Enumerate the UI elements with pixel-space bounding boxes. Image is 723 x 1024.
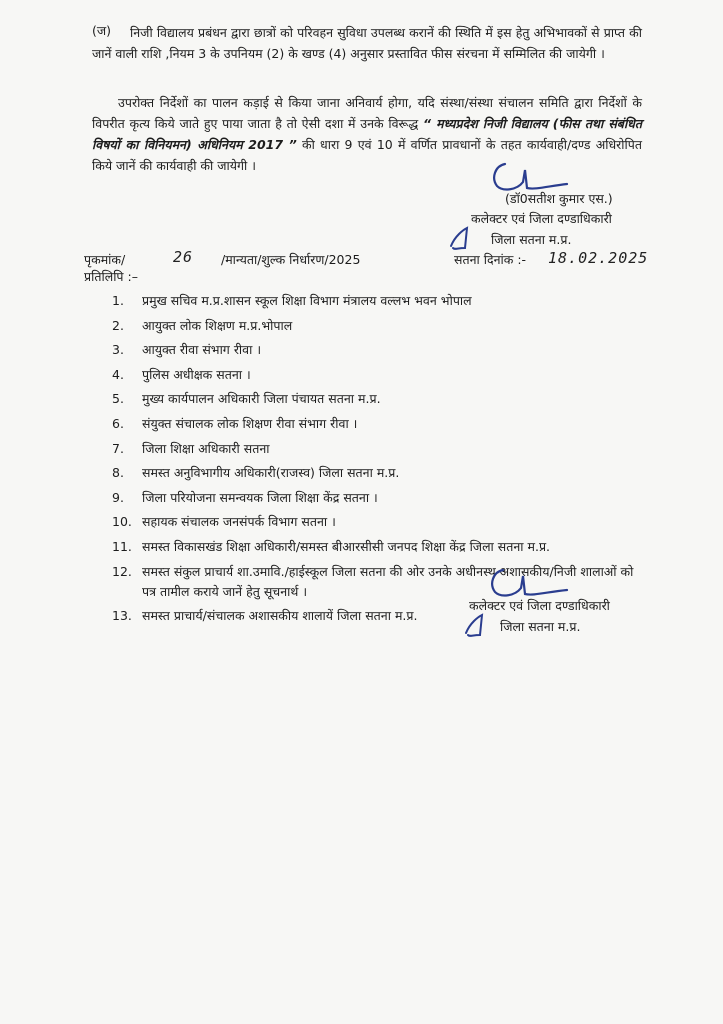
list-item <box>112 488 642 508</box>
paragraph-transport-fees <box>92 22 642 64</box>
officer-designation: कलेक्टर एवं जिला दण्डाधिकारी <box>471 211 612 226</box>
item-number: 7. <box>112 440 124 456</box>
item-number: 5. <box>112 391 124 407</box>
item-number: 12. <box>112 563 132 579</box>
initial-mark-1 <box>447 226 483 252</box>
item-text: जिला परियोजना समन्वयक जिला शिक्षा केंद्र सतना । <box>142 489 378 505</box>
date-label: सतना दिनांक :- <box>454 252 527 267</box>
item-number: 2. <box>112 317 124 333</box>
item-text: पुलिस अधीक्षक सतना । <box>142 366 251 382</box>
list-item <box>112 414 642 434</box>
officer-designation: कलेक्टर एवं जिला दण्डाधिकारी <box>469 598 610 613</box>
date-value: 18.02.2025 <box>548 249 649 267</box>
item-number: 4. <box>112 366 124 382</box>
act-title: “ मध्यप्रदेश निजी विद्यालय (फीस तथा संबंधित विषयों का विनियमन) अधिनियम 2017 ” <box>92 116 642 152</box>
list-item <box>112 463 642 483</box>
item-number: 10. <box>112 514 132 530</box>
list-item <box>112 512 642 532</box>
initial-mark-2 <box>462 613 496 639</box>
list-item <box>112 537 642 557</box>
item-text: समस्त प्राचार्य/संचालक अशासकीय शालायें जिला सतना म.प्र. <box>142 608 418 624</box>
item-number: 3. <box>112 342 124 358</box>
item-text: जिला शिक्षा अधिकारी सतना <box>142 440 270 456</box>
list-item <box>112 340 642 360</box>
item-text: समस्त संकुल प्राचार्य शा.उमावि./हाईस्कूल जिला सतना की ओर उनके अधीनस्थ अशासकीय/निजी शालाओं को पत्र तामील कराये जानें हेतु सूचनार्थ । <box>142 563 634 599</box>
item-number: 9. <box>112 489 124 505</box>
item-text: समस्त विकासखंड शिक्षा अधिकारी/समस्त बीआरसीसी जनपद शिक्षा केंद्र जिला सतना म.प्र. <box>142 538 551 554</box>
item-number: 1. <box>112 293 124 308</box>
item-text: समस्त अनुविभागीय अधिकारी(राजस्व) जिला सतना म.प्र. <box>142 465 400 481</box>
list-item <box>112 291 642 311</box>
item-number: 13. <box>112 608 132 624</box>
list-item <box>112 389 642 409</box>
item-text: आयुक्त लोक शिक्षण म.प्र.भोपाल <box>142 317 293 333</box>
paragraph-text: की धारा 9 एवं 10 में वर्णित प्रावधानों के तहत कार्यवाही/दण्ड अधिरोपित किये जानें की कार्यवाही की जायेगी । <box>92 137 642 173</box>
paragraph-text: उपरोक्त निर्देशों का पालन कड़ाई से किया जाना अनिवार्य होगा, यदि संस्था/संस्था संचालन समिति द्वारा निर्देशों के विपरीत कृत्य किये जाते हुए पाया जाता है तो ऐसी दशा में उनके विरूद्ध <box>92 95 642 131</box>
list-item <box>112 316 642 336</box>
reference-number: 26 <box>173 248 194 266</box>
item-text: प्रमुख सचिव म.प्र.शासन स्कूल शिक्षा विभाग मंत्रालय वल्लभ भवन भोपाल <box>142 293 472 308</box>
officer-district: जिला सतना म.प्र. <box>491 232 572 247</box>
list-item <box>112 439 642 459</box>
para-marker: (ज) <box>92 23 112 38</box>
item-text: संयुक्त संचालक लोक शिक्षण रीवा संभाग रीवा । <box>142 415 358 431</box>
copy-label: प्रतिलिपि :– <box>84 269 138 284</box>
item-text: सहायक संचालक जनसंपर्क विभाग सतना । <box>142 514 336 530</box>
officer-district: जिला सतना म.प्र. <box>500 619 581 634</box>
item-number: 6. <box>112 415 124 431</box>
item-number: 8. <box>112 465 124 481</box>
paragraph-text: निजी विद्यालय प्रबंधन द्वारा छात्रों को परिवहन सुविधा उपलब्ध करानें की स्थिति में इस हेतु अभिभावकों से प्राप्त की जानें वाली राशि ,नियम 3 के उपनियम (2) के खण्ड (4) अनुसार प्रस्तावित फीस संरचना में सम्मिलित की जायेगी । <box>92 25 642 61</box>
item-text: मुख्य कार्यपालन अधिकारी जिला पंचायत सतना म.प्र. <box>142 391 381 407</box>
item-number: 11. <box>112 538 132 554</box>
reference-subject: /मान्यता/शुल्क निर्धारण/2025 <box>221 252 361 267</box>
officer-name: (डॉ0सतीश कुमार एस.) <box>505 191 613 206</box>
reference-prefix: पृकमांक/ <box>84 252 126 267</box>
item-text: आयुक्त रीवा संभाग रीवा । <box>142 342 262 358</box>
list-item <box>112 365 642 385</box>
